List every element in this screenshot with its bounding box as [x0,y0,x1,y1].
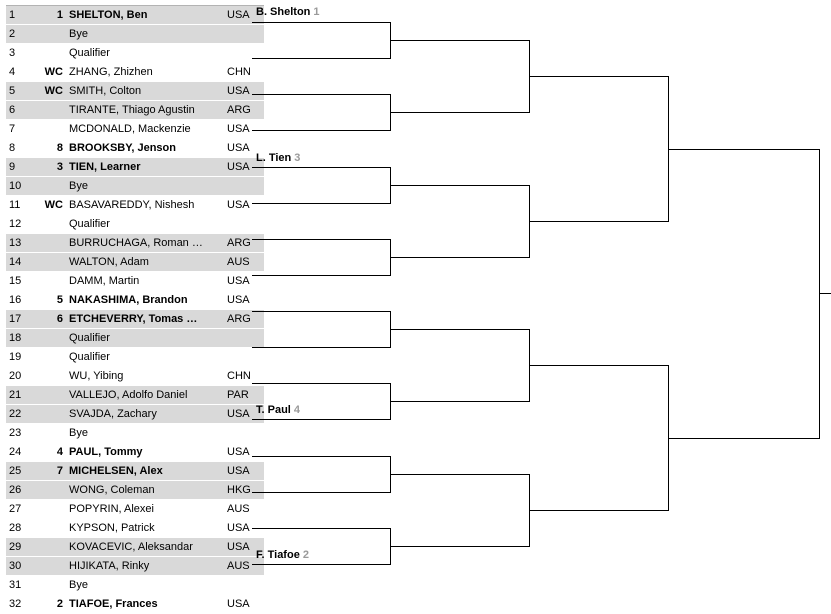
entry-seed [34,44,66,63]
entry-player-name[interactable]: MICHELSEN, Alex [66,462,224,481]
table-row[interactable] [6,519,264,538]
bracket-line [252,22,390,23]
entry-seed [34,424,66,443]
entry-country [224,329,264,348]
entry-player-name[interactable]: KYPSON, Patrick [66,519,224,538]
entry-position: 2 [6,25,34,44]
entry-seed: WC [34,196,66,215]
entry-country: USA [224,538,264,557]
bracket-line [819,293,831,294]
table-row[interactable] [6,481,264,500]
entry-country: USA [224,519,264,538]
round1-entry-table [6,5,264,614]
bracket-line [390,401,529,402]
bracket-line [252,239,390,240]
winner-label-paul [256,404,300,416]
entry-seed [34,215,66,234]
entry-position: 32 [6,595,34,614]
entry-player-name[interactable]: ZHANG, Zhizhen [66,63,224,82]
entry-country: USA [224,120,264,139]
entry-country: USA [224,291,264,310]
entry-country [224,177,264,196]
entry-position: 21 [6,386,34,405]
entry-player-name[interactable]: Qualifier [66,44,224,63]
bracket-line [390,112,529,113]
entry-player-name[interactable]: DAMM, Martin [66,272,224,291]
entry-position: 26 [6,481,34,500]
entry-seed [34,500,66,519]
entry-player-name[interactable]: POPYRIN, Alexei [66,500,224,519]
bracket-line [252,167,390,168]
entry-country: USA [224,82,264,101]
table-row[interactable] [6,405,264,424]
entry-player-name[interactable]: Bye [66,576,224,595]
entry-position: 30 [6,557,34,576]
entry-player-name[interactable]: Bye [66,177,224,196]
bracket-line [390,329,529,330]
entry-seed: WC [34,82,66,101]
entry-position: 15 [6,272,34,291]
entry-country: USA [224,405,264,424]
winner-label-shelton [256,6,320,18]
round1-entry-body [6,6,264,614]
entry-seed: WC [34,63,66,82]
entry-seed [34,405,66,424]
entry-country: CHN [224,367,264,386]
entry-country [224,424,264,443]
entry-seed: 4 [34,443,66,462]
entry-country: USA [224,139,264,158]
entry-player-name[interactable]: MCDONALD, Mackenzie [66,120,224,139]
entry-seed [34,177,66,196]
entry-country: USA [224,272,264,291]
entry-seed [34,329,66,348]
entry-player-name[interactable]: KOVACEVIC, Aleksandar [66,538,224,557]
entry-position: 8 [6,139,34,158]
entry-player-name[interactable]: Qualifier [66,329,224,348]
bracket-line [390,546,529,547]
table-row[interactable] [6,367,264,386]
entry-position: 10 [6,177,34,196]
table-row[interactable] [6,25,264,44]
entry-country [224,215,264,234]
entry-seed [34,253,66,272]
bracket-line [252,564,390,565]
table-row[interactable] [6,538,264,557]
table-row[interactable] [6,272,264,291]
entry-player-name[interactable]: VALLEJO, Adolfo Daniel [66,386,224,405]
table-row[interactable] [6,253,264,272]
entry-player-name[interactable]: TIRANTE, Thiago Agustin [66,101,224,120]
winner-name: L. Tien [256,152,292,164]
entry-country [224,44,264,63]
winner-name: T. Paul [256,404,291,416]
entry-position: 28 [6,519,34,538]
bracket-line [252,58,390,59]
entry-player-name[interactable]: ETCHEVERRY, Tomas … [66,310,224,329]
table-row[interactable] [6,44,264,63]
table-row[interactable] [6,329,264,348]
entry-seed [34,101,66,120]
winner-seed: 2 [302,549,309,561]
entry-country: AUS [224,557,264,576]
bracket-line [252,94,390,95]
entry-seed: 8 [34,139,66,158]
entry-seed [34,234,66,253]
entry-position: 11 [6,196,34,215]
entry-position: 19 [6,348,34,367]
entry-country [224,25,264,44]
winner-seed: 1 [313,6,320,18]
entry-position: 25 [6,462,34,481]
entry-position: 9 [6,158,34,177]
table-row[interactable] [6,443,264,462]
winner-seed: 3 [294,152,301,164]
bracket-line [252,275,390,276]
table-row[interactable] [6,177,264,196]
entry-seed: 3 [34,158,66,177]
entry-seed [34,120,66,139]
entry-country: USA [224,595,264,614]
table-row[interactable] [6,500,264,519]
entry-player-name[interactable]: PAUL, Tommy [66,443,224,462]
entry-seed [34,481,66,500]
entry-position: 13 [6,234,34,253]
entry-seed: 7 [34,462,66,481]
bracket-line [252,130,390,131]
entry-player-name[interactable]: BROOKSBY, Jenson [66,139,224,158]
entry-player-name[interactable]: Bye [66,424,224,443]
table-row[interactable] [6,310,264,329]
entry-seed [34,557,66,576]
entry-player-name[interactable]: NAKASHIMA, Brandon [66,291,224,310]
entry-seed [34,367,66,386]
table-row[interactable] [6,234,264,253]
entry-position: 18 [6,329,34,348]
table-row[interactable] [6,101,264,120]
entry-player-name[interactable]: WONG, Coleman [66,481,224,500]
entry-position: 27 [6,500,34,519]
entry-seed: 2 [34,595,66,614]
entry-position: 17 [6,310,34,329]
table-row[interactable] [6,462,264,481]
entry-country: USA [224,6,264,25]
table-row[interactable] [6,158,264,177]
entry-country [224,348,264,367]
entry-player-name[interactable]: TIAFOE, Frances [66,595,224,614]
entry-position: 1 [6,6,34,25]
entry-player-name[interactable]: Qualifier [66,215,224,234]
bracket-line [529,221,668,222]
winner-name: F. Tiafoe [256,549,300,561]
entry-position: 12 [6,215,34,234]
bracket-line [252,347,390,348]
entry-position: 3 [6,44,34,63]
bracket-line [529,365,668,366]
entry-seed [34,386,66,405]
entry-country: PAR [224,386,264,405]
entry-seed [34,25,66,44]
winner-name: B. Shelton [256,6,311,18]
entry-player-name[interactable]: WU, Yibing [66,367,224,386]
table-row[interactable] [6,6,264,25]
entry-position: 6 [6,101,34,120]
table-row[interactable] [6,557,264,576]
bracket-line [668,149,819,150]
entry-seed [34,272,66,291]
entry-position: 14 [6,253,34,272]
entry-player-name[interactable]: BASAVAREDDY, Nishesh [66,196,224,215]
bracket-line [252,203,390,204]
table-row[interactable] [6,291,264,310]
entry-position: 5 [6,82,34,101]
entry-position: 22 [6,405,34,424]
entry-position: 29 [6,538,34,557]
entry-position: 4 [6,63,34,82]
entry-position: 23 [6,424,34,443]
entry-player-name[interactable]: Bye [66,25,224,44]
table-row[interactable] [6,215,264,234]
entry-country: USA [224,462,264,481]
entry-player-name[interactable]: SMITH, Colton [66,82,224,101]
bracket-line [529,76,668,77]
bracket-line [390,474,529,475]
winner-label-tiafoe [256,549,309,561]
table-row[interactable] [6,196,264,215]
entry-country: AUS [224,500,264,519]
bracket-line [252,311,390,312]
bracket-line [390,40,529,41]
table-row[interactable] [6,120,264,139]
entry-country: USA [224,158,264,177]
entry-seed: 6 [34,310,66,329]
bracket-line [252,456,390,457]
entry-player-name[interactable]: SVAJDA, Zachary [66,405,224,424]
entry-player-name[interactable]: SHELTON, Ben [66,6,224,25]
bracket-line [529,510,668,511]
bracket-line [252,492,390,493]
bracket-line [668,438,819,439]
bracket-line [252,383,390,384]
entry-position: 24 [6,443,34,462]
bracket-line [390,257,529,258]
table-row[interactable] [6,348,264,367]
entry-country: USA [224,196,264,215]
entry-country: ARG [224,101,264,120]
bracket-line [390,185,529,186]
entry-country: USA [224,443,264,462]
bracket-line [252,419,390,420]
table-row[interactable] [6,63,264,82]
bracket-line [819,149,820,439]
entry-position: 20 [6,367,34,386]
entry-position: 31 [6,576,34,595]
winner-seed: 4 [293,404,300,416]
entry-player-name[interactable]: BURRUCHAGA, Roman … [66,234,224,253]
entry-seed [34,348,66,367]
entry-seed: 1 [34,6,66,25]
table-row[interactable] [6,595,264,614]
entry-country: ARG [224,310,264,329]
entry-country: AUS [224,253,264,272]
table-row[interactable] [6,139,264,158]
entry-country: CHN [224,63,264,82]
entry-player-name[interactable]: WALTON, Adam [66,253,224,272]
entry-seed [34,538,66,557]
bracket-line [252,528,390,529]
table-row[interactable] [6,386,264,405]
winner-label-tien [256,152,300,164]
table-row[interactable] [6,82,264,101]
entry-player-name[interactable]: Qualifier [66,348,224,367]
entry-seed: 5 [34,291,66,310]
entry-seed [34,519,66,538]
table-row[interactable] [6,424,264,443]
entry-player-name[interactable]: HIJIKATA, Rinky [66,557,224,576]
entry-position: 16 [6,291,34,310]
entry-position: 7 [6,120,34,139]
entry-player-name[interactable]: TIEN, Learner [66,158,224,177]
entry-country: HKG [224,481,264,500]
entry-country: ARG [224,234,264,253]
